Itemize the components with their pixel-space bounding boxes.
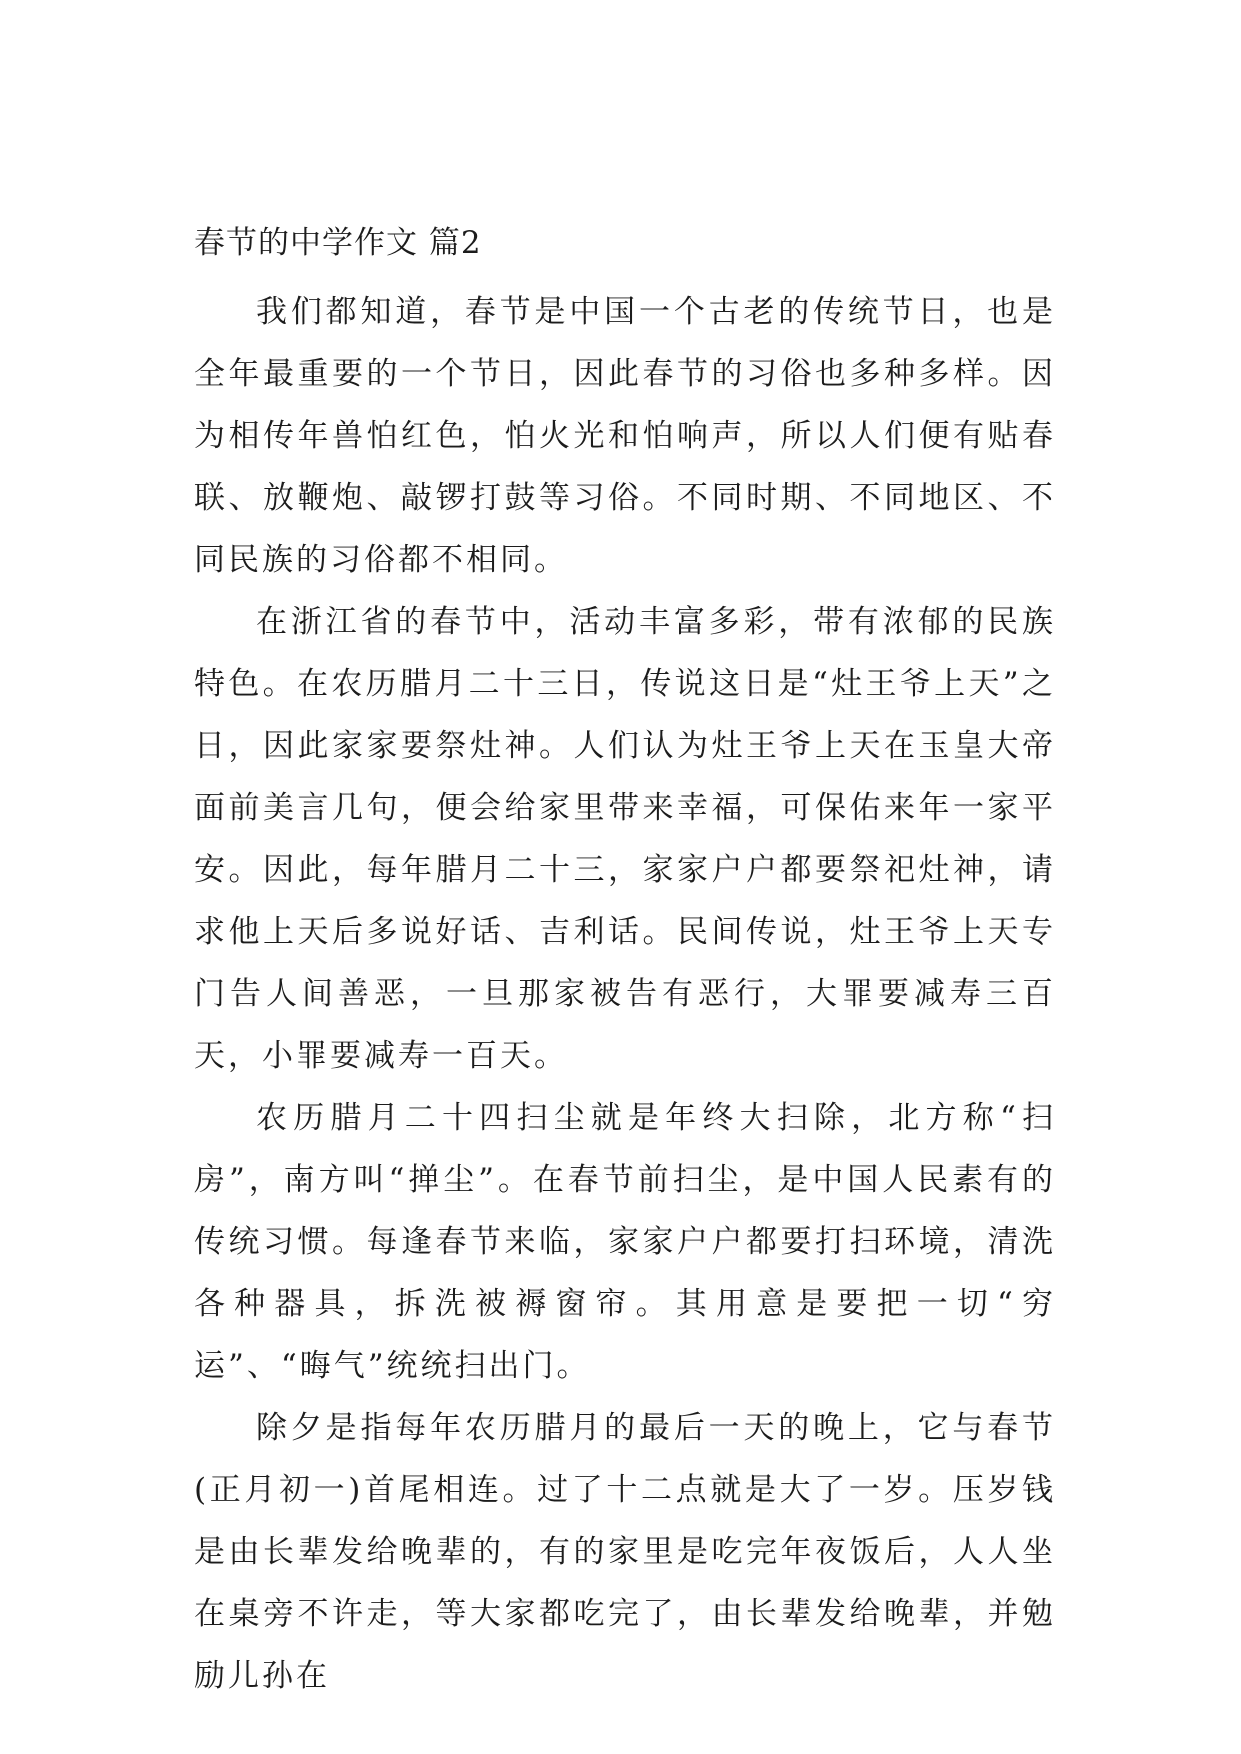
paragraph-4: 除夕是指每年农历腊月的最后一天的晚上，它与春节(正月初一)首尾相连。过了十二点就是大了一岁。压岁钱是由长辈发给晚辈的，有的家里是吃完年夜饭后，人人坐在桌旁不许走，等大家都吃完了，由长辈发给晚辈，并勉励儿孙在 <box>194 1410 1056 1694</box>
paragraph-2: 在浙江省的春节中，活动丰富多彩，带有浓郁的民族特色。在农历腊月二十三日，传说这日是“灶王爷上天”之日，因此家家要祭灶神。人们认为灶王爷上天在玉皇大帝面前美言几句，便会给家里带来幸福，可保佑来年一家平安。因此，每年腊月二十三，家家户户都要祭祀灶神，请求他上天后多说好话、吉利话。民间传说，灶王爷上天专门告人间善恶，一旦那家被告有恶行，大罪要减寿三百天，小罪要减寿一百天。 <box>194 604 1056 1074</box>
paragraph-1: 我们都知道，春节是中国一个古老的传统节日，也是全年最重要的一个节日，因此春节的习俗也多种多样。因为相传年兽怕红色，怕火光和怕响声，所以人们便有贴春联、放鞭炮、敲锣打鼓等习俗。不同时期、不同地区、不同民族的习俗都不相同。 <box>194 294 1056 578</box>
document-body <box>194 223 1056 1707</box>
document-title: 春节的中学作文 篇2 <box>194 225 482 261</box>
paragraph-3: 农历腊月二十四扫尘就是年终大扫除，北方称“扫房”，南方叫“掸尘”。在春节前扫尘，是中国人民素有的传统习惯。每逢春节来临，家家户户都要打扫环境，清洗各种器具，拆洗被褥窗帘。其用意是要把一切“穷运”、“晦气”统统扫出门。 <box>194 1100 1056 1384</box>
